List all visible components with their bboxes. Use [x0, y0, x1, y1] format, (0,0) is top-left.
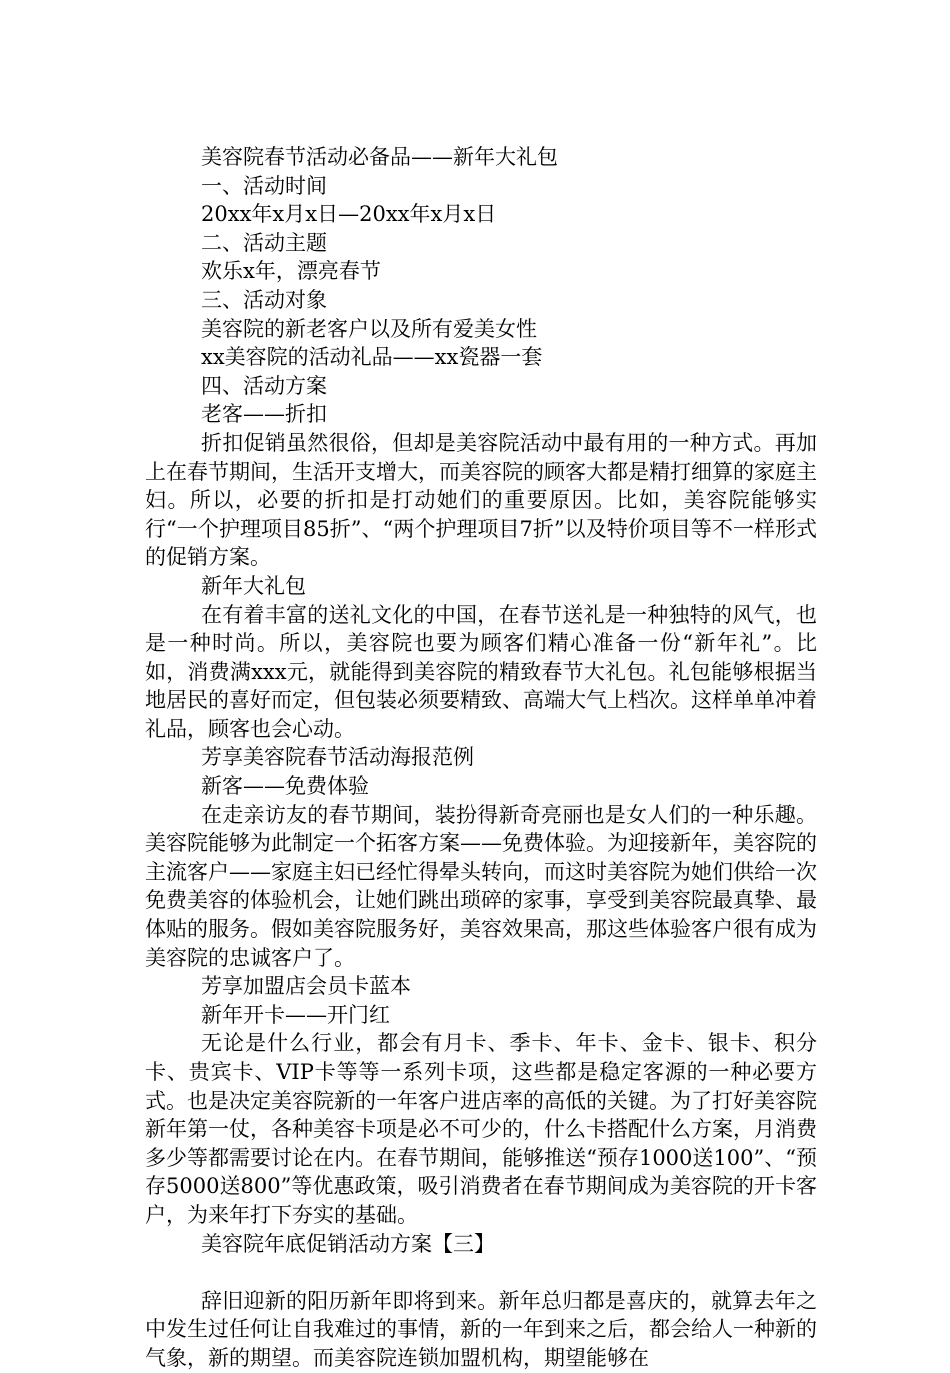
paragraph-discount: 折扣促销虽然很俗，但却是美容院活动中最有用的一种方式。再加上在春节期间，生活开支增大，而美容院的顾客大都是精打细算的家庭主妇。所以，必要的折扣是打动她们的重要原因。比如，美容院能够实行“一个护理项目85折”、“两个护理项目7折”以及特价项目等不一样形式的促销方案。 — [145, 430, 817, 570]
paragraph-free-trial: 在走亲访友的春节期间，装扮得新奇亮丽也是女人们的一种乐趣。美容院能够为此制定一个拓客方案——免费体验。为迎接新年，美容院的主流客户——家庭主妇已经忙得晕头转向，而这时美容院为她们供给一次免费美容的体验机会，让她们跳出琐碎的家事，享受到美容院最真挚、最体贴的服务。假如美容院服务好，美容效果高，那这些体验客户很有成为美容院的忠诚客户了。 — [145, 802, 817, 970]
activity-theme: 欢乐x年，漂亮春节 — [201, 259, 381, 284]
paragraph-gift-package: 在有着丰富的送礼文化的中国，在春节送礼是一种独特的风气，也是一种时尚。所以，美容院也要为顾客们精心准备一份“新年礼”。比如，消费满xxx元，就能得到美容院的精致春节大礼包。礼包能够根据当地居民的喜好而定，但包装必须要精致、高端大气上档次。这样单单冲着礼品，顾客也会心动。 — [145, 602, 817, 741]
document-title: 美容院春节活动必备品——新年大礼包 — [201, 145, 558, 169]
section-heading-plan: 四、活动方案 — [201, 373, 327, 398]
activity-dates: 20xx年x月x日—20xx年x月x日 — [201, 202, 497, 227]
activity-target: 美容院的新老客户以及所有爱美女性 — [201, 316, 537, 341]
activity-gift: xx美容院的活动礼品——xx瓷器一套 — [201, 345, 543, 370]
subheading-new-customers: 新客——免费体验 — [201, 774, 369, 799]
document-body — [145, 143, 817, 1373]
subheading-plan-three: 美容院年底促销活动方案【三】 — [201, 1231, 495, 1256]
paragraph-new-year-intro: 辞旧迎新的阳历新年即将到来。新年总归都是喜庆的，就算去年之中发生过任何让自我难过的事情，新的一年到来之后，都会给人一种新的气象，新的期望。而美容院连锁加盟机构，期望能够在 — [145, 1288, 817, 1370]
paragraph-cards: 无论是什么行业，都会有月卡、季卡、年卡、金卡、银卡、积分卡、贵宾卡、VIP卡等等一系列卡项，这些都是稳定客源的一种必要方式。也是决定美容院新的一年客户进店率的高低的关键。为了打好美容院新年第一仗，各种美容卡项是必不可少的，什么卡搭配什么方案，月消费多少等都需要讨论在内。在春节期间，能够推送“预存1000送100”、“预存5000送800”等优惠政策，吸引消费者在春节期间成为美容院的开卡客户，为来年打下夯实的基础。 — [145, 1031, 817, 1227]
subheading-gift-package: 新年大礼包 — [201, 573, 306, 598]
subheading-old-customers: 老客——折扣 — [201, 402, 327, 427]
subheading-member-card: 芳享加盟店会员卡蓝本 — [201, 974, 411, 999]
section-heading-theme: 二、活动主题 — [201, 230, 327, 255]
section-heading-time: 一、活动时间 — [201, 173, 327, 198]
blank-line — [145, 1258, 817, 1287]
subheading-poster-example: 芳享美容院春节活动海报范例 — [201, 745, 474, 770]
section-heading-target: 三、活动对象 — [201, 287, 327, 312]
subheading-new-year-card: 新年开卡——开门红 — [201, 1002, 390, 1027]
